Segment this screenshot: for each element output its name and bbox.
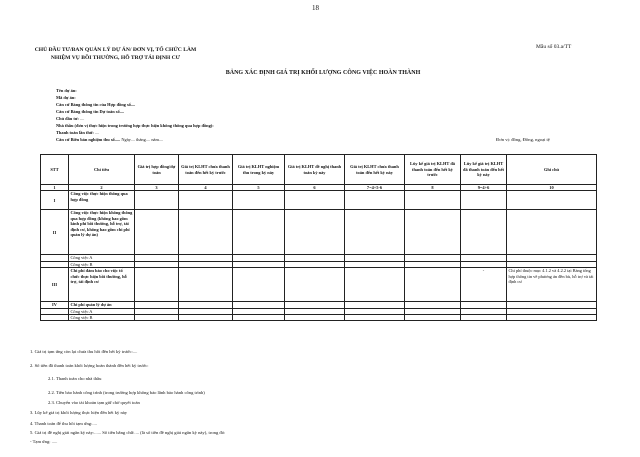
col-index: 2 xyxy=(69,185,135,191)
footer-line-4: 4. Thanh toán để thu hồi tạm ứng:.... xyxy=(30,421,97,426)
row-note xyxy=(507,191,597,210)
footer-line-5: 5. Giá trị đề nghị giải ngân kỳ này:...... Số tiền bằng chữ:.... (là số tiền đề nghị giải ngân kỳ này), trong đó: xyxy=(30,430,226,435)
row-label: Công việc B xyxy=(69,315,135,321)
issuer-heading: CHỦ ĐẦU TƯ/BAN QUẢN LÝ DỰ ÁN/ ĐƠN VỊ, TỔ CHỨC LÀM NHIỆM VỤ BỒI THƯỜNG, HỖ TRỢ TÁI ĐỊNH CƯ xyxy=(34,47,197,61)
document-title: BẢNG XÁC ĐỊNH GIÁ TRỊ KHỐI LƯỢNG CÔNG VIỆC HOÀN THÀNH xyxy=(225,70,421,76)
row-note: Chi phí thuộc mục 4.1.2 và 4.2.2 tại Bảng tổng hợp thông tin về phương án đền bù, hỗ trợ và tái định cư xyxy=(507,268,597,302)
table-row xyxy=(41,268,597,302)
row-stt: III xyxy=(41,268,69,302)
row-stt: II xyxy=(41,210,69,255)
unit-note: Đơn vị: đồng, Đồng, ngoại tệ xyxy=(496,137,550,142)
info-line-estimate: Căn cứ Bảng thông tin Dự toán số.... xyxy=(56,109,125,114)
row-label: Công việc A xyxy=(69,255,135,261)
row-label: Công việc thực hiện thông qua hợp đồng xyxy=(69,191,135,210)
row-stt: I xyxy=(41,191,69,210)
info-line-project-name: Tên dự án: xyxy=(56,88,77,93)
info-line-project-code: Mã dự án: xyxy=(56,95,76,100)
col-header: Lũy kế giá trị KLHT đã thanh toán đến hết kỳ này xyxy=(461,155,507,185)
form-number: Mẫu số 03.a/TT xyxy=(536,44,572,50)
footer-line-2-1: 2.1. Thanh toán cho nhà thầu xyxy=(48,376,102,381)
col-index: 6 xyxy=(285,185,345,191)
row-label: Công việc A xyxy=(69,308,135,314)
col-header: Giá trị hợp đồng/dự toán xyxy=(135,155,179,185)
row-note xyxy=(507,315,597,321)
row-dash: - xyxy=(482,268,485,274)
col-header: Giá trị KLHT đề nghị thanh toán kỳ này xyxy=(285,155,345,185)
col-index: 7=4+5-6 xyxy=(345,185,405,191)
row-stt: IV xyxy=(41,302,69,308)
table-row xyxy=(41,315,597,321)
col-index: 4 xyxy=(179,185,233,191)
page-number: 18 xyxy=(312,4,319,12)
row-stt xyxy=(41,315,69,321)
footer-line-2-2: 2.2. Tiền bảo hành công trình (trong trường hợp không bảo lãnh bảo hành công trình) xyxy=(48,390,205,395)
info-line-contract: Căn cứ Bảng thông tin của Hợp đồng số.... xyxy=(56,102,136,107)
footer-line-2-3: 2.3. Chuyển vào tài khoản tạm giữ chờ quyết toán xyxy=(48,400,140,405)
col-header: Lũy kế giá trị KLHT đã thanh toán đến hết kỳ trước xyxy=(405,155,461,185)
col-index: 5 xyxy=(233,185,285,191)
footer-line-3: 3. Lũy kế giá trị khối lượng thực hiện đến hết kỳ này xyxy=(30,410,128,415)
col-header: Chỉ tiêu xyxy=(69,155,135,185)
completed-work-table xyxy=(40,154,597,321)
col-index: 1 xyxy=(41,185,69,191)
footer-line-1: 1. Giá trị tạm ứng còn lại chưa thu hồi đến hết kỳ trước:.... xyxy=(30,349,138,354)
footer-line-2: 2. Số tiền đã thanh toán khối lượng hoàn thành đến hết kỳ trước: xyxy=(30,363,149,368)
table-row xyxy=(41,210,597,255)
col-index: 10 xyxy=(507,185,597,191)
row-label: Công việc B xyxy=(69,261,135,267)
row-label: Chi phí quản lý dự án xyxy=(69,302,135,308)
col-header: Giá trị KLHT chưa thanh toán đến hết kỳ trước xyxy=(179,155,233,185)
col-header: Ghi chú xyxy=(507,155,597,185)
col-index: 8 xyxy=(405,185,461,191)
col-header: Giá trị KLHT nghiệm thu trong kỳ này xyxy=(233,155,285,185)
info-line-payment-round: Thanh toán lần thứ: .... xyxy=(56,130,100,135)
info-line-investor: Chủ đầu tư: .... xyxy=(56,116,85,121)
table-row xyxy=(41,191,597,210)
row-label: Công việc thực hiện không thông qua hợp đồng (không bao gồm kinh phí bồi thường, hỗ trợ, tái định cư, không bao gồm chi phí quản lý dự án) xyxy=(69,210,135,255)
row-label: Chi phí đảm bảo cho việc tổ chức thực hiện bồi thường, hỗ trợ, tái định cư xyxy=(69,268,135,302)
col-index: 3 xyxy=(135,185,179,191)
table-header-row xyxy=(41,155,597,185)
col-index: 9=4+6 xyxy=(461,185,507,191)
row-note xyxy=(507,210,597,255)
col-header: STT xyxy=(41,155,69,185)
info-line-acceptance: Căn cứ Biên bản nghiệm thu số..... Ngày.... tháng.... năm.... xyxy=(56,137,164,142)
footer-line-advance: - Tạm ứng: ..... xyxy=(30,439,58,444)
info-line-contractor: Nhà thầu (đơn vị thực hiện trong trường hợp thực hiện không thông qua hợp đồng): xyxy=(56,123,214,128)
col-header: Giá trị KLHT chưa thanh toán đến hết kỳ này xyxy=(345,155,405,185)
